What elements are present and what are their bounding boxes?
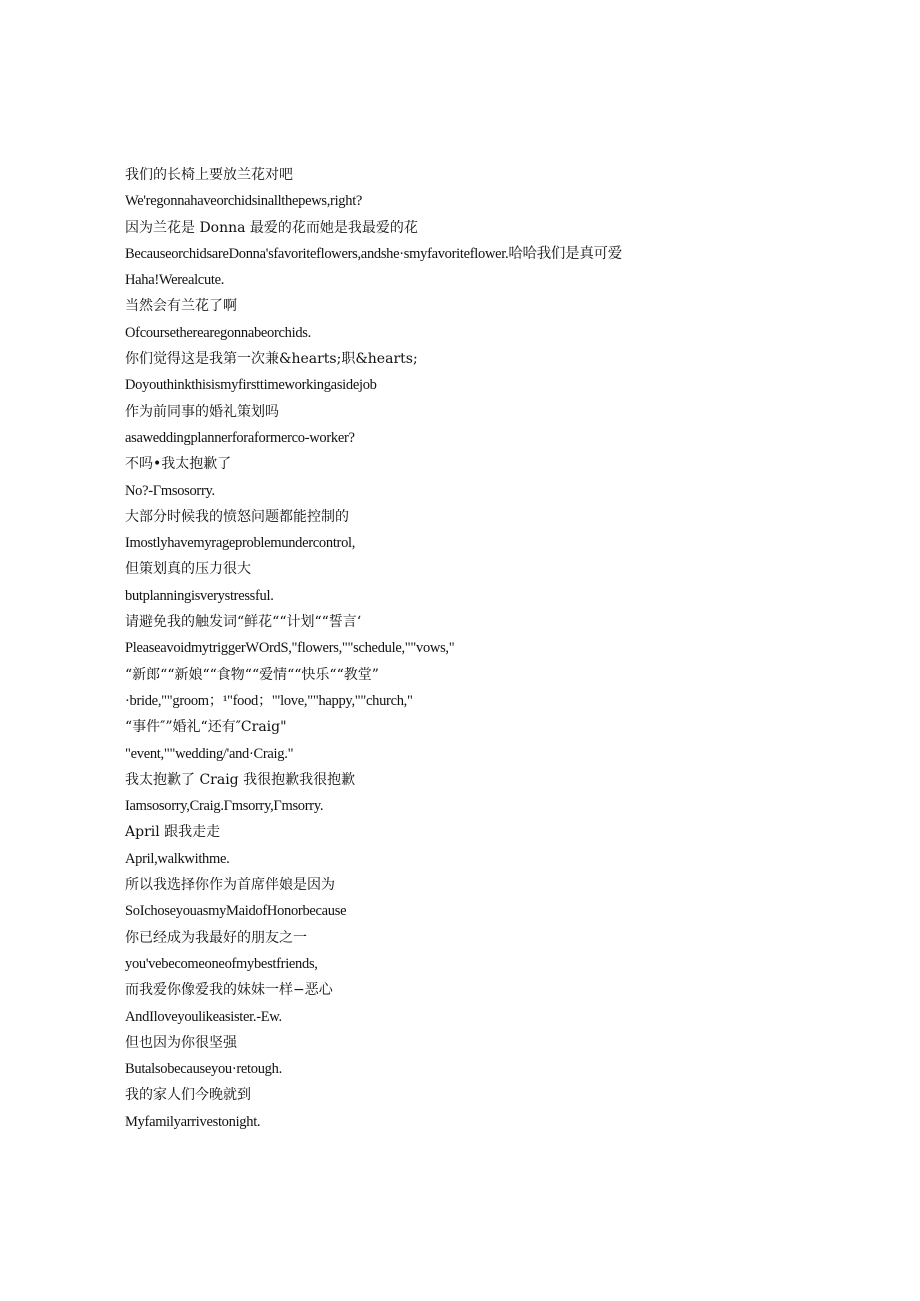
text-line: butplanningisverystressful.	[125, 587, 274, 604]
text-line: 不吗•我太抱歉了	[125, 456, 232, 473]
text-line: April,walkwithme.	[125, 850, 230, 867]
text-line: 所以我选择你作为首席伴娘是因为	[125, 877, 335, 894]
text-line: We'regonnahaveorchidsinallthepews,right?	[125, 193, 363, 210]
text-line: BecauseorchidsareDonna'sfavoriteflowers,andshe·smyfavoriteflower.哈哈我们是真可爱	[125, 245, 622, 262]
text-line: asaweddingplannerforaformerco-worker?	[125, 429, 355, 446]
text-line: “事件″”婚礼“还有″Craig"	[125, 719, 287, 736]
text-line: Iamsosorry,Craig.Γmsorry,Γmsorry.	[125, 798, 324, 815]
text-line: Myfamilyarrivestonight.	[125, 1113, 261, 1130]
text-line: ·bride,""groom；¹"food；'"love,""happy,""church,"	[125, 692, 413, 709]
text-line: SoIchoseyouasmyMaidofHonorbecause	[125, 903, 347, 920]
text-line: AndIloveyoulikeasister.-Ew.	[125, 1008, 282, 1025]
text-line: 但也因为你很坚强	[125, 1034, 237, 1051]
text-line: 你已经成为我最好的朋友之一	[125, 929, 307, 946]
text-line: 大部分时候我的愤怒问题都能控制的	[125, 508, 349, 525]
text-line: April 跟我走走	[125, 824, 221, 841]
text-line: 我的家人们今晚就到	[125, 1087, 251, 1104]
text-line: No?-Γmsosorry.	[125, 482, 215, 499]
text-line: Haha!Werealcute.	[125, 272, 225, 289]
text-line: 我们的长椅上要放兰花对吧	[125, 167, 293, 183]
text-line: 你们觉得这是我第一次兼&hearts;职&hearts;	[125, 351, 418, 368]
text-line: Ofcoursetherearegonnabeorchids.	[125, 324, 311, 341]
text-line: Imostlyhavemyrageproblemundercontrol,	[125, 535, 356, 552]
text-line: 而我爱你像爱我的妹妹一样−恶心	[125, 982, 333, 999]
text-line: 请避免我的触发词“鲜花““计划““誓言‘	[125, 614, 362, 631]
text-line: Butalsobecauseyou·retough.	[125, 1061, 282, 1078]
document-body	[125, 162, 845, 1135]
text-line: you'vebecomeoneofmybestfriends,	[125, 955, 318, 972]
text-line: 当然会有兰花了啊	[125, 298, 237, 315]
text-line: 我太抱歉了 Craig 我很抱歉我很抱歉	[125, 771, 356, 788]
text-line: 但策划真的压力很大	[125, 561, 251, 578]
text-line: “新郎““新娘““食物““爱情““快乐““教堂”	[125, 666, 379, 683]
text-line: "event,""wedding/'and·Craig."	[125, 745, 294, 762]
text-line: PleaseavoidmytriggerWOrdS,"flowers,""schedule,""vows,"	[125, 640, 455, 657]
text-line: 作为前同事的婚礼策划吗	[125, 403, 279, 420]
text-line: 因为兰花是 Donna 最爱的花而她是我最爱的花	[125, 219, 418, 236]
text-line: Doyouthinkthisismyfirsttimeworkingasidejob	[125, 377, 377, 394]
